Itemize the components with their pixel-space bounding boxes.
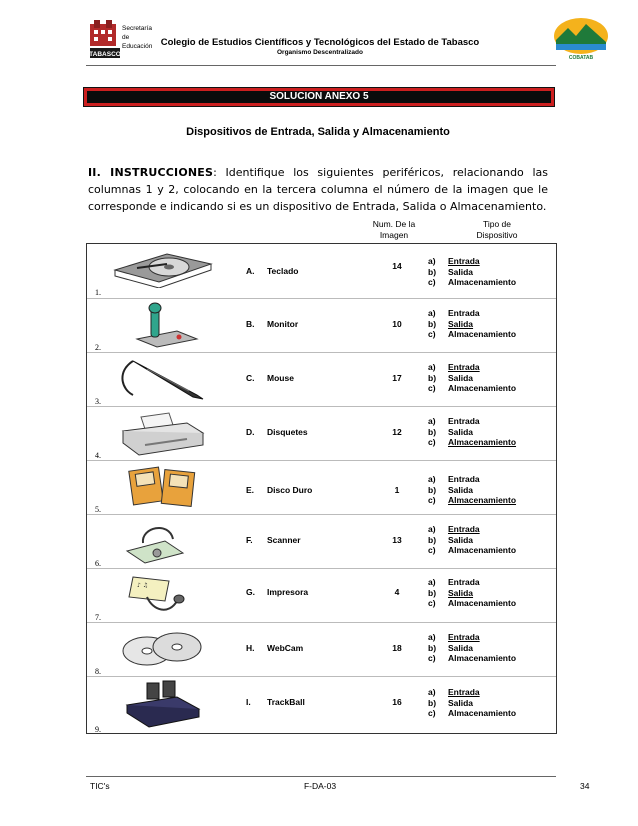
column-header-type: Tipo de Dispositivo xyxy=(476,219,518,240)
cobatab-logo xyxy=(552,16,610,62)
headset-icon xyxy=(107,571,217,619)
header-divider xyxy=(86,65,556,66)
svg-text:Secretaría: Secretaría xyxy=(122,25,152,32)
cd-discs-icon xyxy=(107,625,217,673)
table-row: ♪ ♫ 7. G. Impresora 4 a) Entrada b) Salida c) Almacenamiento xyxy=(87,568,556,623)
image-number: 1 xyxy=(394,485,400,495)
table-row: 2. B. Monitor 10 a) Entrada b) Salida c) Almacenamiento xyxy=(87,298,556,353)
device-type-options: a) Entrada b) Salida c) Almacenamiento xyxy=(428,416,517,447)
matching-table xyxy=(86,243,557,734)
hard-drive-icon xyxy=(107,248,217,288)
image-number: 18 xyxy=(392,643,402,653)
webcam-icon xyxy=(107,517,217,565)
svg-text:de: de xyxy=(122,34,130,41)
device-type-options: a) Entrada b) Salida c) Almacenamiento xyxy=(428,474,517,505)
page-number: 34 xyxy=(580,781,590,791)
floppy-disks-icon xyxy=(107,463,217,511)
table-row: 8. H. WebCam 18 a) Entrada b) Salida c) Almacenamiento xyxy=(87,622,556,677)
table-row: 5. E. Disco Duro 1 a) Entrada b) Salida c) Almacenamiento xyxy=(87,460,556,515)
image-number: 10 xyxy=(392,319,402,329)
image-number: 13 xyxy=(392,535,402,545)
instructions-heading: II. INSTRUCCIONES xyxy=(88,166,214,179)
device-name: Teclado xyxy=(267,266,299,276)
zip-drive-icon xyxy=(107,679,217,729)
table-row: 3. C. Mouse 17 a) Entrada b) Salida c) Almacenamiento xyxy=(87,352,556,407)
footer-code: F-DA-03 xyxy=(303,781,337,791)
table-row: 4. D. Disquetes 12 a) Entrada b) Salida c) Almacenamiento xyxy=(87,406,556,461)
device-name: WebCam xyxy=(267,643,304,653)
device-name: Mouse xyxy=(267,373,294,383)
table-row: 1. A. Teclado 14 a) Entrada b) Salida c) Almacenamiento xyxy=(87,244,556,298)
footer-divider xyxy=(86,776,556,777)
image-number: 17 xyxy=(392,373,402,383)
institution-subtitle: Organismo Descentralizado xyxy=(277,49,363,56)
institution-title: Colegio de Estudios Científicos y Tecnológicos del Estado de Tabasco xyxy=(160,37,480,48)
printer-icon xyxy=(107,409,217,457)
svg-text:♪ ♫: ♪ ♫ xyxy=(137,582,149,589)
instructions-text: : Identifique los siguientes periféricos, relacionando las columnas 1 y 2, colocando en la tercera columna el número de la imagen que le corresponde e indicando si es un dispositivo de Entrada, Salida o Almacenamiento. xyxy=(88,166,549,213)
device-name: Disco Duro xyxy=(267,485,313,495)
device-name: Disquetes xyxy=(267,427,308,437)
section-title: Dispositivos de Entrada, Salida y Almacenamiento xyxy=(186,126,450,138)
device-name: Scanner xyxy=(267,535,301,545)
image-number: 16 xyxy=(392,697,402,707)
image-number: 12 xyxy=(392,427,402,437)
device-name: Monitor xyxy=(267,319,299,329)
banner-title: SOLUCION ANEXO 5 xyxy=(87,91,551,103)
image-number: 14 xyxy=(392,261,402,271)
light-pen-icon xyxy=(107,355,217,403)
joystick-icon xyxy=(107,301,217,349)
svg-text:Educación: Educación xyxy=(122,43,153,50)
device-type-options: a) Entrada b) Salida c) Almacenamiento xyxy=(428,577,517,608)
table-row: 6. F. Scanner 13 a) Entrada b) Salida c) Almacenamiento xyxy=(87,514,556,569)
instructions-paragraph xyxy=(88,164,548,215)
device-type-options: a) Entrada b) Salida c) Almacenamiento xyxy=(428,308,517,339)
solution-banner xyxy=(83,87,555,107)
device-type-options: a) Entrada b) Salida c) Almacenamiento xyxy=(428,362,517,393)
device-name: TrackBall xyxy=(267,697,305,707)
column-header-num: Num. De la Imagen xyxy=(372,219,416,240)
device-type-options: a) Entrada b) Salida c) Almacenamiento xyxy=(428,256,517,287)
device-type-options: a) Entrada b) Salida c) Almacenamiento xyxy=(428,524,517,555)
svg-text:COBATAB: COBATAB xyxy=(568,55,594,61)
device-type-options: a) Entrada b) Salida c) Almacenamiento xyxy=(428,687,517,718)
svg-text:TABASCO: TABASCO xyxy=(89,51,121,58)
footer-left: TIC's xyxy=(90,781,110,791)
device-type-options: a) Entrada b) Salida c) Almacenamiento xyxy=(428,632,517,663)
image-number: 4 xyxy=(394,587,400,597)
table-row: 9. I. TrackBall 16 a) Entrada b) Salida c) Almacenamiento xyxy=(87,676,556,734)
device-name: Impresora xyxy=(267,587,309,597)
